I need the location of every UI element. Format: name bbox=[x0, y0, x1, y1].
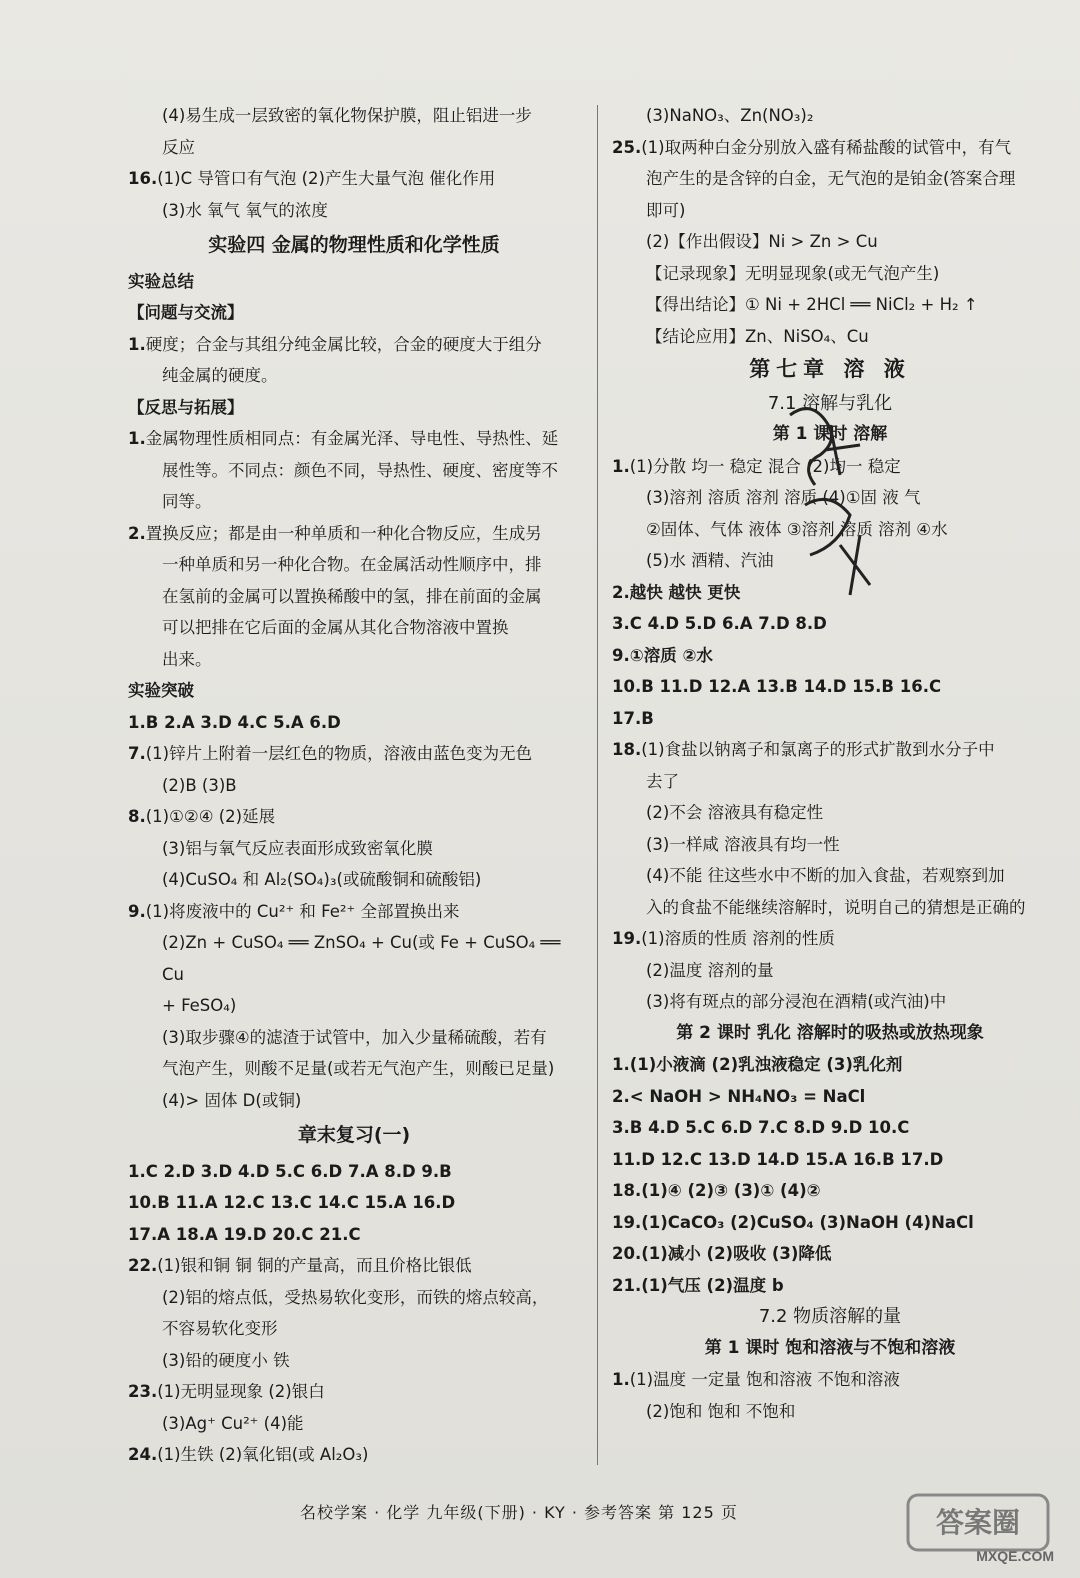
answer-line: 18.(1)④ (2)③ (3)① (4)② bbox=[612, 1181, 821, 1200]
chapter-title: 第七章 溶 液 bbox=[749, 357, 911, 381]
answer-line: (3)Ag⁺ Cu²⁺ (4)能 bbox=[162, 1413, 304, 1433]
answer-line: (3)铝与氧气反应表面形成致密氧化膜 bbox=[162, 838, 433, 858]
lesson-title: 第 2 课时 乳化 溶解时的吸热或放热现象 bbox=[676, 1022, 984, 1043]
answer-line: 去了 bbox=[646, 771, 679, 791]
question-number: 24. bbox=[128, 1445, 158, 1464]
answer-line: (1)无明显现象 (2)银白 bbox=[157, 1382, 325, 1401]
answer-line: (1)锌片上附着一层红色的物质，溶液由蓝色变为无色 bbox=[145, 744, 533, 763]
answer-line: 一种单质和另一种化合物。在金属活动性顺序中，排 bbox=[162, 555, 542, 574]
answer-line: 21.(1)气压 (2)温度 b bbox=[612, 1275, 784, 1295]
answer-line: (3)将有斑点的部分浸泡在酒精(或汽油)中 bbox=[646, 992, 947, 1011]
question-number: 16. bbox=[128, 169, 158, 188]
page-footer: 名校学案 · 化学 九年级(下册) · KY · 参考答案 第 125 页 bbox=[300, 1503, 738, 1522]
question-number: 8. bbox=[128, 807, 146, 826]
answer-line: (2)【作出假设】Ni > Zn > Cu bbox=[646, 232, 878, 251]
question-number: 22. bbox=[128, 1256, 158, 1275]
section-heading: 实验总结 bbox=[128, 271, 194, 291]
answer-line: 2.越快 越快 更快 bbox=[612, 582, 741, 602]
answer-line: (1)取两种白金分别放入盛有稀盐酸的试管中，有气 bbox=[641, 137, 1012, 157]
answer-line: 反应 bbox=[162, 137, 195, 157]
answer-line: 【得出结论】① Ni + 2HCl ══ NiCl₂ + H₂ ↑ bbox=[646, 295, 978, 314]
answer-line: 17.B bbox=[612, 708, 654, 728]
answer-line: (1)银和铜 铜 铜的产量高，而且价格比银低 bbox=[157, 1256, 472, 1275]
answer-line: 10.B 11.A 12.C 13.C 14.C 15.A 16.D bbox=[128, 1193, 456, 1212]
answer-line: (2)饱和 饱和 不饱和 bbox=[646, 1401, 796, 1421]
answer-line: 在氢前的金属可以置换稀酸中的氢，排在前面的金属 bbox=[162, 586, 542, 606]
column-divider bbox=[597, 105, 598, 1465]
answer-line: 1.(1)小液滴 (2)乳浊液稳定 (3)乳化剂 bbox=[612, 1055, 903, 1074]
question-number: 2. bbox=[128, 523, 146, 543]
answer-line: 展性等。不同点：颜色不同，导热性、硬度、密度等不 bbox=[162, 460, 558, 480]
answer-line: (1)将废液中的 Cu²⁺ 和 Fe²⁺ 全部置换出来 bbox=[145, 901, 460, 921]
question-number: 1. bbox=[128, 334, 146, 354]
section-title: 实验四 金属的物理性质和化学性质 bbox=[208, 234, 500, 256]
question-number: 1. bbox=[128, 429, 146, 448]
lesson-title: 第 1 课时 溶解 bbox=[772, 424, 888, 444]
answer-line: + FeSO₄) bbox=[162, 996, 237, 1015]
answer-line: 气泡产生，则酸不足量(或若无气泡产生，则酸已足量) bbox=[162, 1059, 555, 1078]
section-heading: 实验突破 bbox=[128, 681, 194, 700]
answer-line: 金属物理性质相同点：有金属光泽、导电性、导热性、延 bbox=[145, 429, 559, 448]
answer-line: 20.(1)减小 (2)吸收 (3)降低 bbox=[612, 1244, 832, 1263]
answer-line: 硬度；合金与其组分纯金属比较，合金的硬度大于组分 bbox=[145, 334, 542, 354]
question-number: 9. bbox=[128, 901, 146, 921]
answer-line: 纯金属的硬度。 bbox=[162, 366, 278, 385]
answer-line: 9.①溶质 ②水 bbox=[612, 645, 713, 665]
answer-line: (1)①②④ (2)延展 bbox=[145, 807, 276, 826]
answer-line: 2.< NaOH > NH₄NO₃ = NaCl bbox=[612, 1086, 866, 1106]
section-title: 7.2 物质溶解的量 bbox=[758, 1306, 902, 1327]
answer-line: 3.C 4.D 5.D 6.A 7.D 8.D bbox=[612, 614, 827, 633]
left-column bbox=[128, 100, 580, 1471]
answer-line: (3)一样咸 溶液具有均一性 bbox=[646, 834, 840, 854]
answer-line: 即可) bbox=[646, 200, 686, 220]
section-title: 7.1 溶解与乳化 bbox=[767, 392, 893, 414]
right-column bbox=[612, 100, 1048, 1427]
answer-line: 【结论应用】Zn、NiSO₄、Cu bbox=[646, 326, 869, 346]
answer-line: (2)不会 溶液具有稳定性 bbox=[646, 803, 824, 822]
answer-line: (5)水 酒精、汽油 bbox=[646, 551, 774, 570]
answer-line: ②固体、气体 液体 ③溶剂 溶质 溶剂 ④水 bbox=[646, 519, 948, 539]
answer-line: (1)温度 一定量 饱和溶液 不饱和溶液 bbox=[629, 1370, 900, 1389]
answer-line: 入的食盐不能继续溶解时，说明自己的猜想是正确的 bbox=[646, 897, 1026, 917]
answer-line: 泡产生的是含锌的白金，无气泡的是铂金(答案合理 bbox=[646, 169, 1016, 188]
answer-line: 不容易软化变形 bbox=[162, 1319, 278, 1338]
answer-line: 【记录现象】无明显现象(或无气泡产生) bbox=[646, 263, 940, 283]
question-number: 25. bbox=[612, 137, 642, 157]
answer-line: (4)易生成一层致密的氧化物保护膜，阻止铝进一步 bbox=[162, 106, 532, 125]
answer-line: (2)温度 溶剂的量 bbox=[646, 960, 774, 980]
answer-line: 3.B 4.D 5.C 6.D 7.C 8.D 9.D 10.C bbox=[612, 1118, 910, 1137]
answer-line: 同等。 bbox=[162, 492, 212, 511]
answer-line: 可以把排在它后面的金属从其化合物溶液中置换 bbox=[162, 618, 509, 637]
answer-line: (4)> 固体 D(或铜) bbox=[162, 1090, 302, 1110]
section-title: 章末复习(一) bbox=[297, 1124, 411, 1146]
answer-line: (4)不能 往这些水中不断的加入食盐，若观察到加 bbox=[646, 866, 1005, 885]
answer-line: (3)溶剂 溶质 溶剂 溶质 (4)①固 液 气 bbox=[646, 488, 921, 507]
answer-line: (1)分散 均一 稳定 混合 (2)均一 稳定 bbox=[629, 456, 901, 476]
answer-line: 11.D 12.C 13.D 14.D 15.A 16.B 17.D bbox=[612, 1149, 944, 1169]
answer-line: 17.A 18.A 19.D 20.C 21.C bbox=[128, 1224, 361, 1244]
lesson-title: 第 1 课时 饱和溶液与不饱和溶液 bbox=[704, 1337, 956, 1358]
watermark-url: MXQE.COM bbox=[976, 1548, 1054, 1564]
answer-line: (3)铅的硬度小 铁 bbox=[162, 1350, 290, 1370]
question-number: 23. bbox=[128, 1382, 158, 1401]
answer-line: (2)Zn + CuSO₄ ══ ZnSO₄ + Cu(或 Fe + CuSO₄ ══ Cu bbox=[162, 933, 561, 984]
answer-line: (1)生铁 (2)氧化铝(或 Al₂O₃) bbox=[157, 1445, 369, 1464]
answer-line: (2)铝的熔点低，受热易软化变形，而铁的熔点较高， bbox=[162, 1287, 549, 1307]
answer-line: 1.C 2.D 3.D 4.D 5.C 6.D 7.A 8.D 9.B bbox=[128, 1161, 452, 1181]
answer-line: 1.B 2.A 3.D 4.C 5.A 6.D bbox=[128, 712, 341, 732]
answer-line: (2)B (3)B bbox=[162, 775, 237, 795]
handwriting-scribble bbox=[770, 395, 890, 605]
section-heading: 【问题与交流】 bbox=[128, 303, 244, 322]
answer-line: (1)C 导管口有气泡 (2)产生大量气泡 催化作用 bbox=[157, 169, 496, 188]
answer-line: (1)食盐以钠离子和氯离子的形式扩散到水分子中 bbox=[641, 740, 995, 759]
answer-line: 出来。 bbox=[162, 649, 212, 669]
answer-line: 置换反应；都是由一种单质和一种化合物反应，生成另 bbox=[145, 523, 542, 543]
question-number: 1. bbox=[612, 456, 630, 476]
answer-line: (3)取步骤④的滤渣于试管中，加入少量稀硫酸，若有 bbox=[162, 1027, 547, 1047]
answer-line: (3)NaNO₃、Zn(NO₃)₂ bbox=[646, 106, 814, 125]
question-number: 7. bbox=[128, 744, 146, 763]
answer-line: 19.(1)CaCO₃ (2)CuSO₄ (3)NaOH (4)NaCl bbox=[612, 1212, 974, 1232]
question-number: 19. bbox=[612, 929, 642, 948]
answer-line: (4)CuSO₄ 和 Al₂(SO₄)₃(或硫酸铜和硫酸铝) bbox=[162, 870, 482, 889]
svg-text:答案圈: 答案圈 bbox=[935, 1506, 1021, 1539]
section-heading: 【反思与拓展】 bbox=[128, 397, 244, 417]
answer-line: 10.B 11.D 12.A 13.B 14.D 15.B 16.C bbox=[612, 677, 942, 696]
answer-line: (3)水 氧气 氧气的浓度 bbox=[162, 200, 328, 220]
question-number: 18. bbox=[612, 740, 642, 759]
question-number: 1. bbox=[612, 1370, 630, 1389]
answer-line: (1)溶质的性质 溶剂的性质 bbox=[641, 929, 835, 948]
